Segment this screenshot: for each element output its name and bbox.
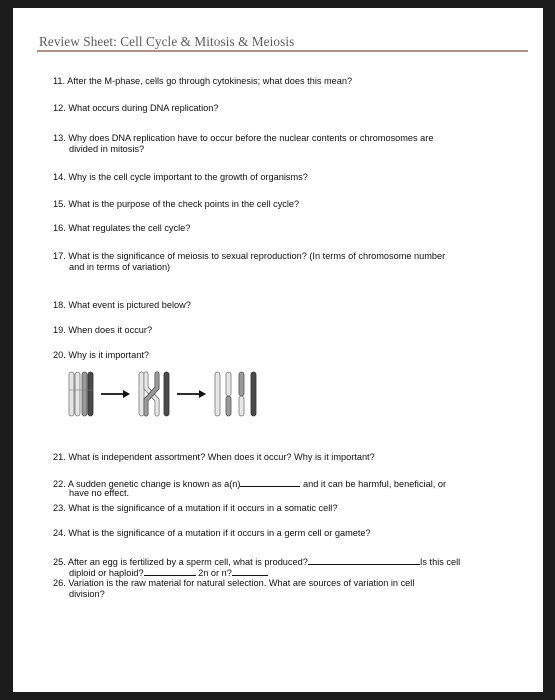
question-22-text-a: 22. A sudden genetic change is known as a(n) (53, 479, 241, 489)
answer-blank-diploid-haploid[interactable] (144, 566, 196, 576)
chromosome-pair-crossing (139, 372, 169, 416)
question-26-continued: division? (69, 589, 105, 599)
question-14: 14. Why is the cell cycle important to the growth of organisms? (53, 172, 308, 182)
question-25-text-d: 2n or n? (198, 568, 232, 578)
question-21: 21. What is independent assortment? When does it occur? Why is it important? (53, 452, 375, 462)
question-23: 23. What is the significance of a mutation if it occurs in a somatic cell? (53, 503, 338, 513)
question-13-continued: divided in mitosis? (69, 144, 145, 154)
question-24: 24. What is the significance of a mutation if it occurs in a germ cell or gamete? (53, 528, 371, 538)
arrow-right-icon (177, 390, 206, 398)
question-13: 13. Why does DNA replication have to occur before the nuclear contents or chromosomes are (53, 133, 434, 143)
title-underline (37, 50, 528, 52)
question-17-continued: and in terms of variation) (69, 262, 171, 272)
chromosomes-after-recombination (215, 372, 256, 416)
question-18: 18. What event is pictured below? (53, 300, 191, 310)
page-title: Review Sheet: Cell Cycle & Mitosis & Meiosis (39, 34, 295, 49)
chromosome-pair-before (69, 372, 93, 416)
answer-blank-mutation[interactable] (240, 477, 300, 487)
question-25-text-b: Is this cell (419, 557, 461, 567)
arrow-right-icon (101, 390, 130, 398)
question-20: 20. Why is it important? (53, 350, 149, 360)
question-17: 17. What is the significance of meiosis to sexual reproduction? (In terms of chromosome number (53, 251, 446, 261)
answer-blank-2n-or-n[interactable] (232, 566, 268, 576)
question-25-text-c: diploid or haploid? (69, 568, 144, 578)
question-16: 16. What regulates the cell cycle? (53, 223, 191, 233)
question-19: 19. When does it occur? (53, 325, 153, 335)
question-25-text-a: 25. After an egg is fertilized by a sperm cell, what is produced? (53, 557, 308, 567)
question-15: 15. What is the purpose of the check points in the cell cycle? (53, 199, 300, 209)
question-22-continued: have no effect. (69, 488, 130, 498)
question-26: 26. Variation is the raw material for natural selection. What are sources of variation in cell (53, 578, 415, 588)
question-22-text-b: and it can be harmful, beneficial, or (303, 479, 447, 489)
worksheet-page (13, 8, 543, 692)
answer-blank-fertilized[interactable] (308, 555, 420, 565)
question-11: 11. After the M-phase, cells go through cytokinesis; what does this mean? (53, 76, 353, 86)
question-12: 12. What occurs during DNA replication? (53, 103, 219, 113)
crossing-over-chromosomes-icon (67, 370, 279, 418)
